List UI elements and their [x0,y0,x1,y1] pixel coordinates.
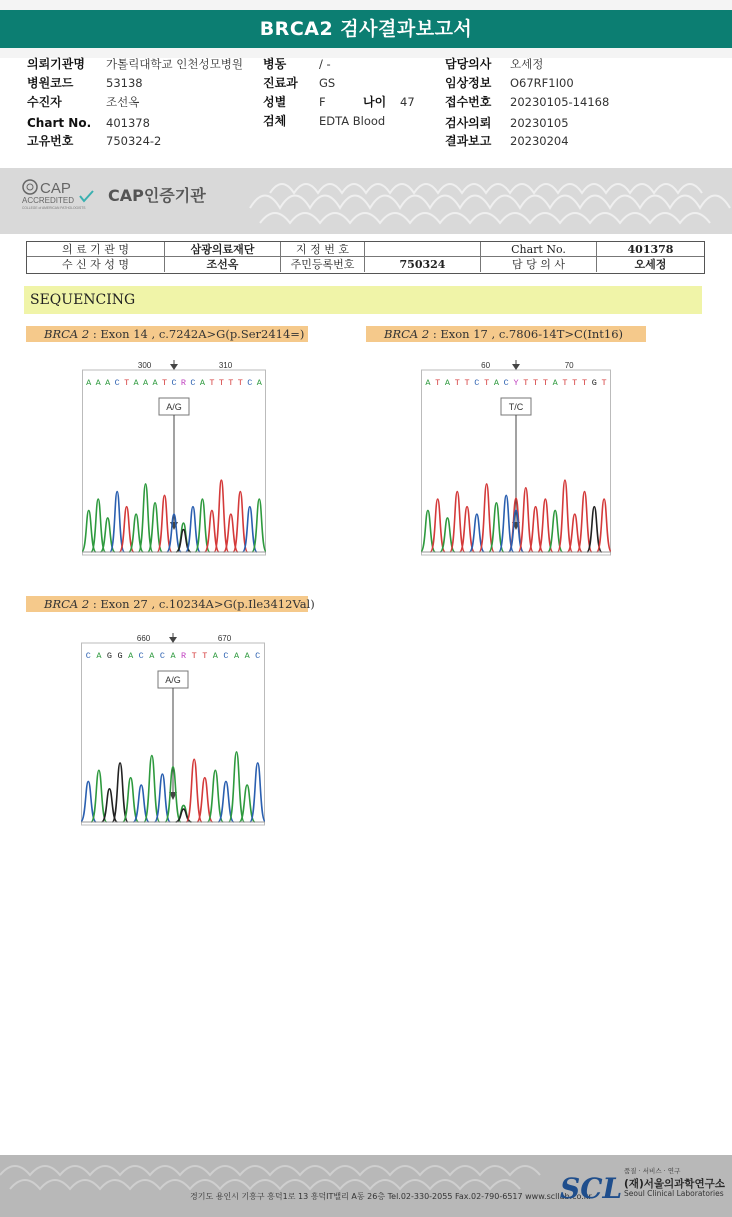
variant-detail-3: : Exon 27 , c.10234A>G(p.Ile3412Val) [92,597,315,611]
institution-value: 가톨릭대학교 인천성모병원 [106,57,243,71]
report-date-label: 결과보고 [445,134,492,148]
age-label: 나이 [363,95,387,109]
base-letter: T [533,378,539,388]
position-label-right: 70 [564,361,574,370]
specimen-label: 검체 [263,114,287,128]
report-header [0,0,732,58]
base-letter: A [143,378,149,388]
sheet-doc-value: 오세정 [634,258,667,271]
base-letter: A [233,651,240,661]
base-letter: A [256,378,262,388]
base-letter: A [212,651,218,661]
request-label: 검사의뢰 [445,116,492,130]
chart-value: 401378 [106,116,150,130]
unique-value: 750324-2 [106,134,162,148]
base-letter: A [444,378,451,388]
sheet-spec-value [365,242,481,257]
sheet-inst-value: 삼광의료재단 [165,242,281,257]
sheet-rrn-label: 주민등록번호 [281,257,365,272]
receipt-label: 접수번호 [445,95,492,109]
sex-value: F [319,95,326,109]
base-letter: T [464,378,470,388]
cap-logo-main: CAP [40,180,71,197]
base-letter: T [228,378,234,388]
hospital-code-label: 병원코드 [27,76,74,90]
base-letter: A [152,378,158,388]
chromatogram-svg-3 [81,633,265,826]
cap-label: CAP인증기관 [108,186,206,205]
sheet-chart-label: Chart No. [481,242,597,257]
report-title: BRCA2 검사결과보고서 [0,10,732,48]
base-letter: G [106,651,113,661]
variant-detail-1: : Exon 14 , c.7242A>G(p.Ser2414=) [92,327,305,341]
scl-tagline: 품질 · 서비스 · 연구 [624,1167,681,1175]
sheet-rrn-value: 750324 [365,257,481,272]
name-value: 조선옥 [106,95,140,109]
base-letter: C [503,378,509,388]
base-letter: C [85,651,91,661]
base-letter: C [190,378,196,388]
dept-value: GS [319,76,336,90]
chromatogram-1 [82,360,266,556]
scl-org-en: Seoul Clinical Laboratories [624,1189,724,1198]
hospital-code-value: 53138 [106,76,143,90]
base-letter: A [552,378,558,388]
chart-label: Chart No. [27,116,92,130]
base-letter: T [209,378,215,388]
sheet-recv-value: 조선옥 [165,257,281,272]
base-letter: T [523,378,529,388]
base-letter: T [191,651,197,661]
lab-info-table [26,241,705,274]
unique-label: 고유번호 [27,134,74,148]
position-label-left: 660 [136,634,151,643]
base-letter: A [133,378,139,388]
base-letter: A [170,651,176,661]
base-letter: T [562,378,568,388]
variant-call: A/G [166,402,182,412]
variant-label-2 [366,326,646,342]
base-letter: T [202,651,208,661]
base-letter: T [454,378,460,388]
base-letter: C [247,378,253,388]
base-letter: A [199,378,205,388]
scl-org-ko: (재)서울의과학연구소 [624,1178,725,1190]
base-letter: A [105,378,111,388]
footer-address: 경기도 용인시 기흥구 흥덕1로 13 흥덕IT밸리 A동 26층 Tel.02-330-2055 Fax.02-790-6517 www.scllab.co.kr [190,1192,592,1201]
base-letter: T [601,378,607,388]
age-value: 47 [400,95,415,109]
base-letter: T [484,378,490,388]
doctor-label: 담당의사 [445,57,492,71]
position-label-left: 300 [137,361,152,370]
base-letter: T [237,378,243,388]
sex-label: 성별 [263,95,287,109]
base-letter: T [124,378,130,388]
base-letter: A [96,651,102,661]
variant-call: A/G [165,675,181,685]
cap-logo-small: COLLEGE of AMERICAN PATHOLOGISTS [22,206,86,210]
dept-label: 진료과 [263,76,298,90]
base-letter: G [117,651,123,661]
base-letter: A [95,378,101,388]
base-letter: R [180,378,187,388]
cap-accredited-icon [22,178,102,212]
sheet-spec-label: 지 정 번 호 [281,242,365,257]
variant-call: T/C [508,402,524,412]
cap-logo-sub: ACCREDITED [22,196,75,205]
variant-detail-2: : Exon 17 , c.7806-14T>C(Int16) [432,327,624,341]
base-letter: C [223,651,229,661]
variant-gene-2: BRCA 2 [384,327,430,341]
base-letter: T [161,378,168,388]
receipt-value: 20230105-14168 [510,95,610,109]
base-letter: T [218,378,224,388]
base-letter: A [425,378,431,388]
chromatogram-3 [81,633,265,826]
sheet-recv-label: 수 신 자 성 명 [27,257,165,272]
base-letter: R [181,651,187,661]
request-value: 20230105 [510,116,569,130]
ward-value: / - [319,57,331,71]
sheet-inst-label: 의 료 기 관 명 [27,242,165,257]
variant-label-3 [26,596,315,612]
base-letter: C [255,651,261,661]
base-letter: Y [513,378,519,388]
base-letter: A [128,651,134,661]
variant-gene-1: BRCA 2 [44,327,90,341]
base-letter: T [572,378,578,388]
chromatogram-2 [421,360,611,556]
scl-logo: SCL [560,1172,623,1205]
base-letter: C [474,378,480,388]
base-letter: A [493,378,499,388]
specimen-value: EDTA Blood [319,114,386,128]
base-letter: C [114,378,120,388]
base-letter: T [581,378,588,388]
sheet-chart-value: 401378 [597,242,704,257]
clinical-value: O67RF1I00 [510,76,574,90]
base-letter: T [542,378,548,388]
base-letter: A [86,378,92,388]
base-letter: C [138,651,144,661]
doctor-value: 오세정 [510,57,544,71]
base-letter: A [244,651,250,661]
variant-label-1 [26,326,308,342]
ward-label: 병동 [263,57,287,71]
position-label-right: 310 [218,361,233,370]
variant-gene-3: BRCA 2 [44,597,90,611]
base-letter: A [149,651,155,661]
institution-label: 의뢰기관명 [27,57,85,71]
position-label-left: 60 [481,361,491,370]
cap-logo [22,178,102,212]
chromatogram-svg-2 [421,360,611,556]
chromatogram-svg-1 [82,360,266,556]
base-letter: T [435,378,441,388]
base-letter: C [159,651,165,661]
clinical-label: 임상정보 [445,76,492,90]
position-label-right: 670 [217,634,232,643]
name-label: 수진자 [27,95,62,109]
base-letter: G [591,378,597,388]
base-sequence [86,651,261,661]
base-letter: C [171,378,177,388]
section-title: SEQUENCING [24,286,702,314]
report-date-value: 20230204 [510,134,569,148]
sheet-doc-label: 담 당 의 사 [481,257,597,272]
